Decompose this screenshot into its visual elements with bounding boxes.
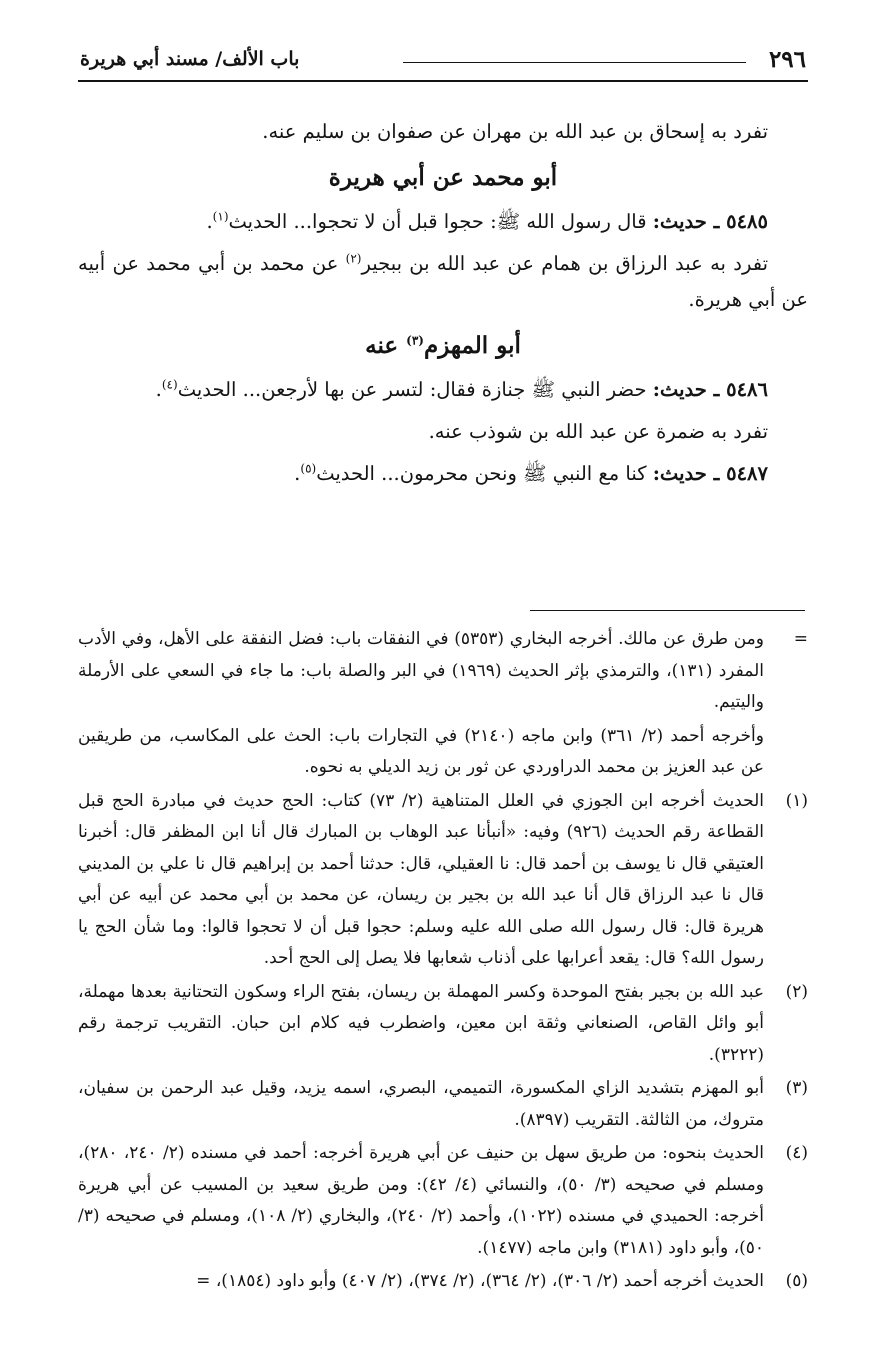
footnote-text: الحديث بنحوه: من طريق سهل بن حنيف عن أبي هريرة أخرجه: أحمد في مسنده (٢/ ٢٤٠، ٢٨٠)، ومسلم في صحيحه (٣/ ٥٠)، والنسائي (٤/ ٤٢): ومن طريق سعيد بن المسيب عن أبي هريرة أخرجه: الحميدي في مسنده (١٠٢٢)، وأحمد (٢/ ٢٤٠)، والبخاري (٢/ ١٠٨)، ومسلم في صحيحه (٣/ ٥٠)، وأبو داود (٣١٨١) وابن ماجه (١٤٧٧). [78, 1143, 764, 1258]
footnote-3 [78, 1073, 808, 1136]
hadith-end: . [206, 210, 213, 233]
footnote-text: عبد الله بن بجير بفتح الموحدة وكسر المهملة بن ريسان، بفتح الراء وسكون التحتانية بعدها مهملة، أبو وائل القاص، الصنعاني وثقة ابن معين، واضطرب فيه كلام ابن حبان. التقريب ترجمة رقم (٣٢٢٢). [78, 981, 764, 1065]
footnote-4 [78, 1138, 808, 1264]
footnote-2 [78, 977, 808, 1072]
hadith-number: ٥٤٨٦ ـ حديث: [652, 378, 768, 401]
paragraph-tafarrud-2 [78, 246, 808, 318]
section-heading-abu-muhammad: أبو محمد عن أبي هريرة [328, 164, 558, 191]
paragraph-text: عن محمد بن أبي محمد عن أبيه عن أبي هريرة. [78, 252, 808, 311]
footnote-marker: (٣) [785, 1078, 808, 1098]
footnote-marker: (٥) [785, 1271, 808, 1291]
footnote-ref: (٤) [161, 377, 178, 392]
footnote-marker: (٤) [785, 1143, 808, 1163]
page-header [78, 40, 808, 82]
footnote-ref: (١) [212, 209, 229, 224]
footnote-text: ومن طرق عن مالك. أخرجه البخاري (٥٣٥٣) في النفقات باب: فضل النفقة على الأهل، وفي الأدب المفرد (١٣١)، والترمذي بإثر الحديث (١٩٦٩) في البر والصلة باب: ما جاء في السعي على الأرملة واليتيم. [78, 629, 764, 712]
hadith-number: ٥٤٨٧ ـ حديث: [652, 462, 768, 485]
hadith-text: حضر النبي ﷺ جنازة فقال: لتسر عن بها لأرجعن... الحديث [177, 378, 653, 401]
continuation-marker: = [793, 629, 808, 649]
footnotes [78, 624, 808, 1300]
main-text [78, 114, 808, 498]
hadith-number: ٥٤٨٥ ـ حديث: [652, 210, 768, 233]
running-title: باب الألف/ مسند أبي هريرة [80, 48, 300, 70]
footnote-ref: (٥) [300, 461, 317, 476]
header-rule [403, 62, 746, 63]
hadith-5487 [78, 456, 808, 492]
heading-text: أبو المهزم [423, 332, 521, 359]
heading-text: عنه [365, 332, 407, 359]
paragraph-text: تفرد به عبد الرزاق بن همام عن عبد الله بن ببجير [361, 252, 768, 275]
footnote-marker: (٢) [785, 981, 808, 1002]
paragraph-tafarrud-1: تفرد به إسحاق بن عبد الله بن مهران عن صفوان بن سليم عنه. [262, 120, 768, 143]
hadith-5486 [78, 372, 808, 408]
hadith-text: كنا مع النبي ﷺ ونحن محرمون... الحديث [316, 462, 653, 485]
footnote-5 [78, 1266, 808, 1298]
footnote-continuation-2 [78, 721, 808, 784]
footnote-text: الحديث أخرجه ابن الجوزي في العلل المتناهية (٢/ ٧٣) كتاب: الحج حديث في مبادرة الحج قبل القطاعة رقم الحديث (٩٢٦) وفيه: «أنبأنا عبد الوهاب بن المبارك قال أنا ابن المظفر قال: أخبرنا العتيقي قال نا يوسف بن أحمد قال: نا العقيلي، قال: حدثنا أحمد بن إبراهيم قال نا علي بن المديني قال نا عبد الرزاق قال أنا عبد الله بن بجير بن ريسان، عن محمد بن أبي محمد عن أبيه عن أبي هريرة قال: قال رسول الله صلى الله عليه وسلم: حجوا قبل أن لا تحجوا قالوا: وما شأن الحج يا رسول الله؟ قال: يقعد أعرابها على أذناب شعابها فلا يصل إلى الحج أحد. [78, 790, 764, 968]
footnote-1 [78, 786, 808, 975]
paragraph-tafarrud-3: تفرد به ضمرة عن عبد الله بن شوذب عنه. [428, 420, 768, 443]
section-heading-abu-al-muhazzim [78, 324, 808, 368]
footnote-text: وأخرجه أحمد (٢/ ٣٦١) وابن ماجه (٢١٤٠) في التجارات باب: الحث على المكاسب، من طريقين عن عبد العزيز بن محمد الدراوردي عن ثور بن زيد الديلي به نحوه. [78, 725, 764, 777]
footnote-text: الحديث أخرجه أحمد (٢/ ٣٠٦)، (٢/ ٣٦٤)، (٢/ ٣٧٤)، (٢/ ٤٠٧) وأبو داود (١٨٥٤)، = [196, 1271, 764, 1291]
hadith-end: . [294, 462, 301, 485]
footnote-marker: (١) [785, 790, 808, 811]
hadith-end: . [155, 378, 162, 401]
footnote-separator [530, 610, 805, 611]
footnote-ref: (٣) [406, 333, 424, 348]
page-number: ٢٩٦ [768, 46, 806, 73]
hadith-5485 [78, 204, 808, 240]
footnote-continuation [78, 624, 808, 719]
footnote-ref: (٢) [345, 251, 362, 266]
hadith-text: قال رسول الله ﷺ: حجوا قبل أن لا تحجوا... الحديث [228, 210, 653, 233]
footnote-text: أبو المهزم بتشديد الزاي المكسورة، التميمي، البصري، اسمه يزيد، وقيل عبد الرحمن بن سفيان، متروك، من الثالثة. التقريب (٨٣٩٧). [78, 1078, 764, 1130]
